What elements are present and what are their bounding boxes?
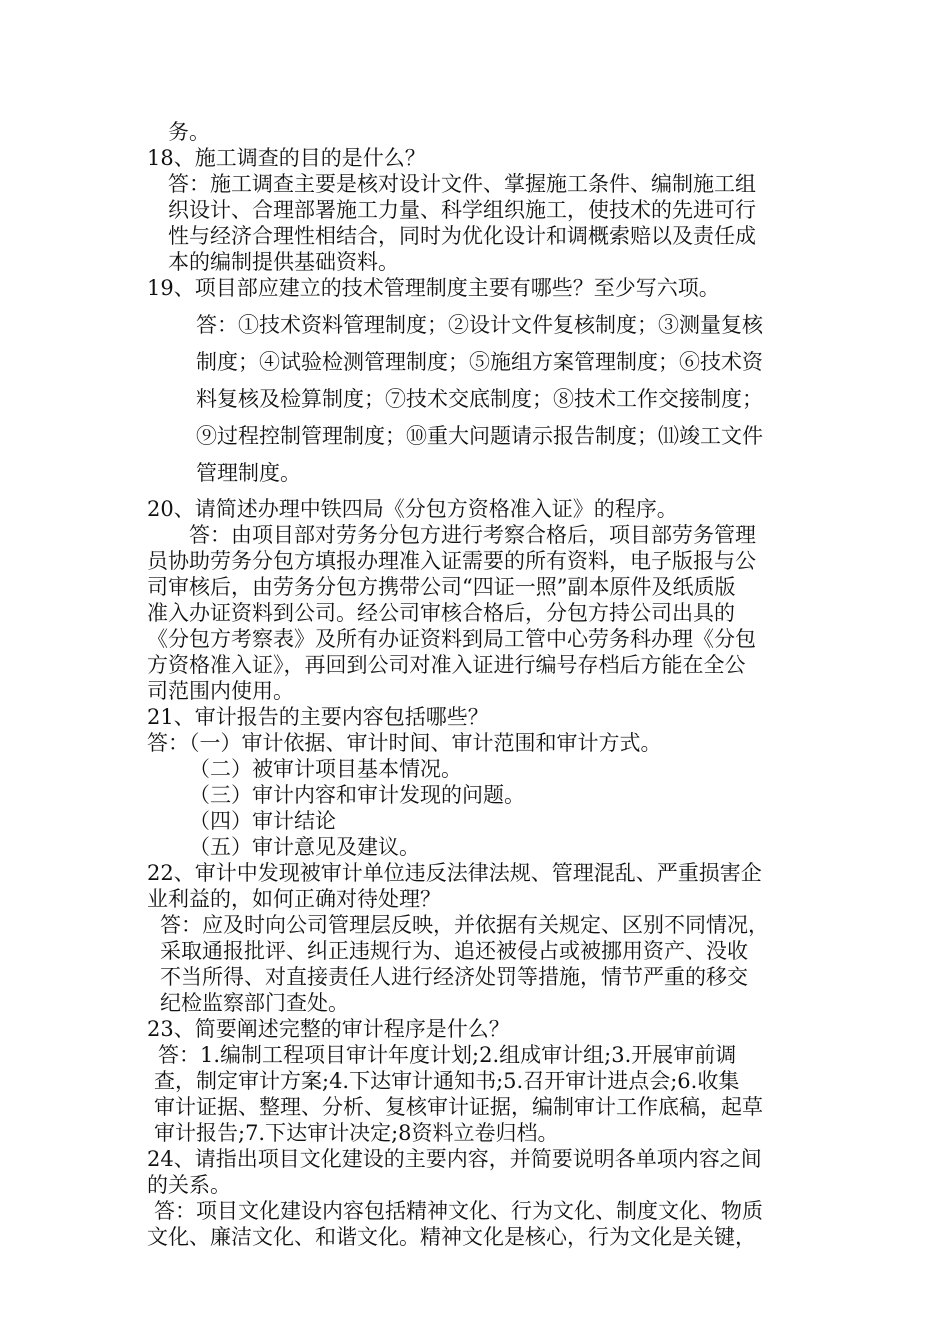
text-line: 审计报告;7.下达审计决定;8资料立卷归档。	[154, 1121, 559, 1145]
text-line: 答：1.编制工程项目审计年度计划;2.组成审计组;3.开展审前调	[158, 1043, 737, 1067]
text-line: 性与经济合理性相结合，同时为优化设计和调概索赔以及责任成	[168, 224, 756, 248]
text-line: 员协助劳务分包方填报办理准入证需要的所有资料，电子版报与公	[147, 549, 756, 573]
text-line: 查，制定审计方案;4.下达审计通知书;5.召开审计进点会;6.收集	[154, 1069, 740, 1093]
text-line: 织设计、合理部署施工力量、科学组织施工，使技术的先进可行	[168, 198, 756, 222]
text-line: 文化、廉洁文化、和谐文化。精神文化是核心，行为文化是关键，	[147, 1225, 756, 1249]
text-line: 采取通报批评、纠正违规行为、追还被侵占或被挪用资产、没收	[160, 939, 748, 963]
text-line: 本的编制提供基础资料。	[168, 250, 399, 274]
question-24-heading: 24、请指出项目文化建设的主要内容，并简要说明各单项内容之间	[147, 1147, 762, 1171]
text-line: （二）被审计项目基本情况。	[189, 757, 462, 781]
text-line: 《分包方考察表》及所有办证资料到局工管中心劳务科办理《分包	[147, 627, 756, 651]
text-line: 答：应及时向公司管理层反映，并依据有关规定、区别不同情况，	[160, 913, 769, 937]
text-line: （三）审计内容和审计发现的问题。	[189, 783, 525, 807]
text-line: 制度；④试验检测管理制度；⑤施组方案管理制度；⑥技术资	[196, 350, 763, 374]
question-24-heading-cont: 的关系。	[147, 1173, 231, 1197]
text-line: （四）审计结论	[189, 809, 336, 833]
text-line: 不当所得、对直接责任人进行经济处罚等措施，情节严重的移交	[160, 965, 748, 989]
text-line: 务。	[168, 120, 210, 144]
text-line: 准入办证资料到公司。经公司审核合格后，分包方持公司出具的	[147, 601, 735, 625]
text-line: 纪检监察部门查处。	[160, 991, 349, 1015]
question-22-heading: 22、审计中发现被审计单位违反法律法规、管理混乱、严重损害企	[147, 861, 762, 885]
text-line: 管理制度。	[196, 461, 301, 485]
text-line: （五）审计意见及建议。	[189, 835, 420, 859]
text-line: 审计证据、整理、分析、复核审计证据，编制审计工作底稿，起草	[154, 1095, 763, 1119]
text-line: 司范围内使用。	[147, 679, 294, 703]
text-line: 司审核后，由劳务分包方携带公司“四证一照”副本原件及纸质版	[147, 575, 736, 599]
text-line: 答：（一）审计依据、审计时间、审计范围和审计方式。	[147, 731, 662, 755]
question-21-heading: 21、审计报告的主要内容包括哪些？	[147, 705, 489, 729]
text-line: 方资格准入证》，再回到公司对准入证进行编号存档后方能在全公	[147, 653, 746, 677]
text-line: 答：施工调查主要是核对设计文件、掌握施工条件、编制施工组	[168, 172, 756, 196]
text-line: 答：由项目部对劳务分包方进行考察合格后，项目部劳务管理	[189, 523, 756, 547]
question-18-heading: 18、施工调查的目的是什么？	[147, 146, 426, 170]
question-20-heading: 20、请简述办理中铁四局《分包方资格准入证》的程序。	[147, 497, 678, 521]
question-19-heading: 19、项目部应建立的技术管理制度主要有哪些？至少写六项。	[147, 276, 720, 300]
question-23-heading: 23、简要阐述完整的审计程序是什么？	[147, 1017, 510, 1041]
question-22-heading-cont: 业利益的，如何正确对待处理？	[147, 887, 441, 911]
text-line: 答：项目文化建设内容包括精神文化、行为文化、制度文化、物质	[154, 1199, 763, 1223]
text-line: ⑨过程控制管理制度；⑩重大问题请示报告制度；⑾竣工文件	[196, 424, 763, 448]
text-line: 料复核及检算制度；⑦技术交底制度；⑧技术工作交接制度；	[196, 387, 763, 411]
text-line: 答：①技术资料管理制度；②设计文件复核制度；③测量复核	[196, 313, 763, 337]
